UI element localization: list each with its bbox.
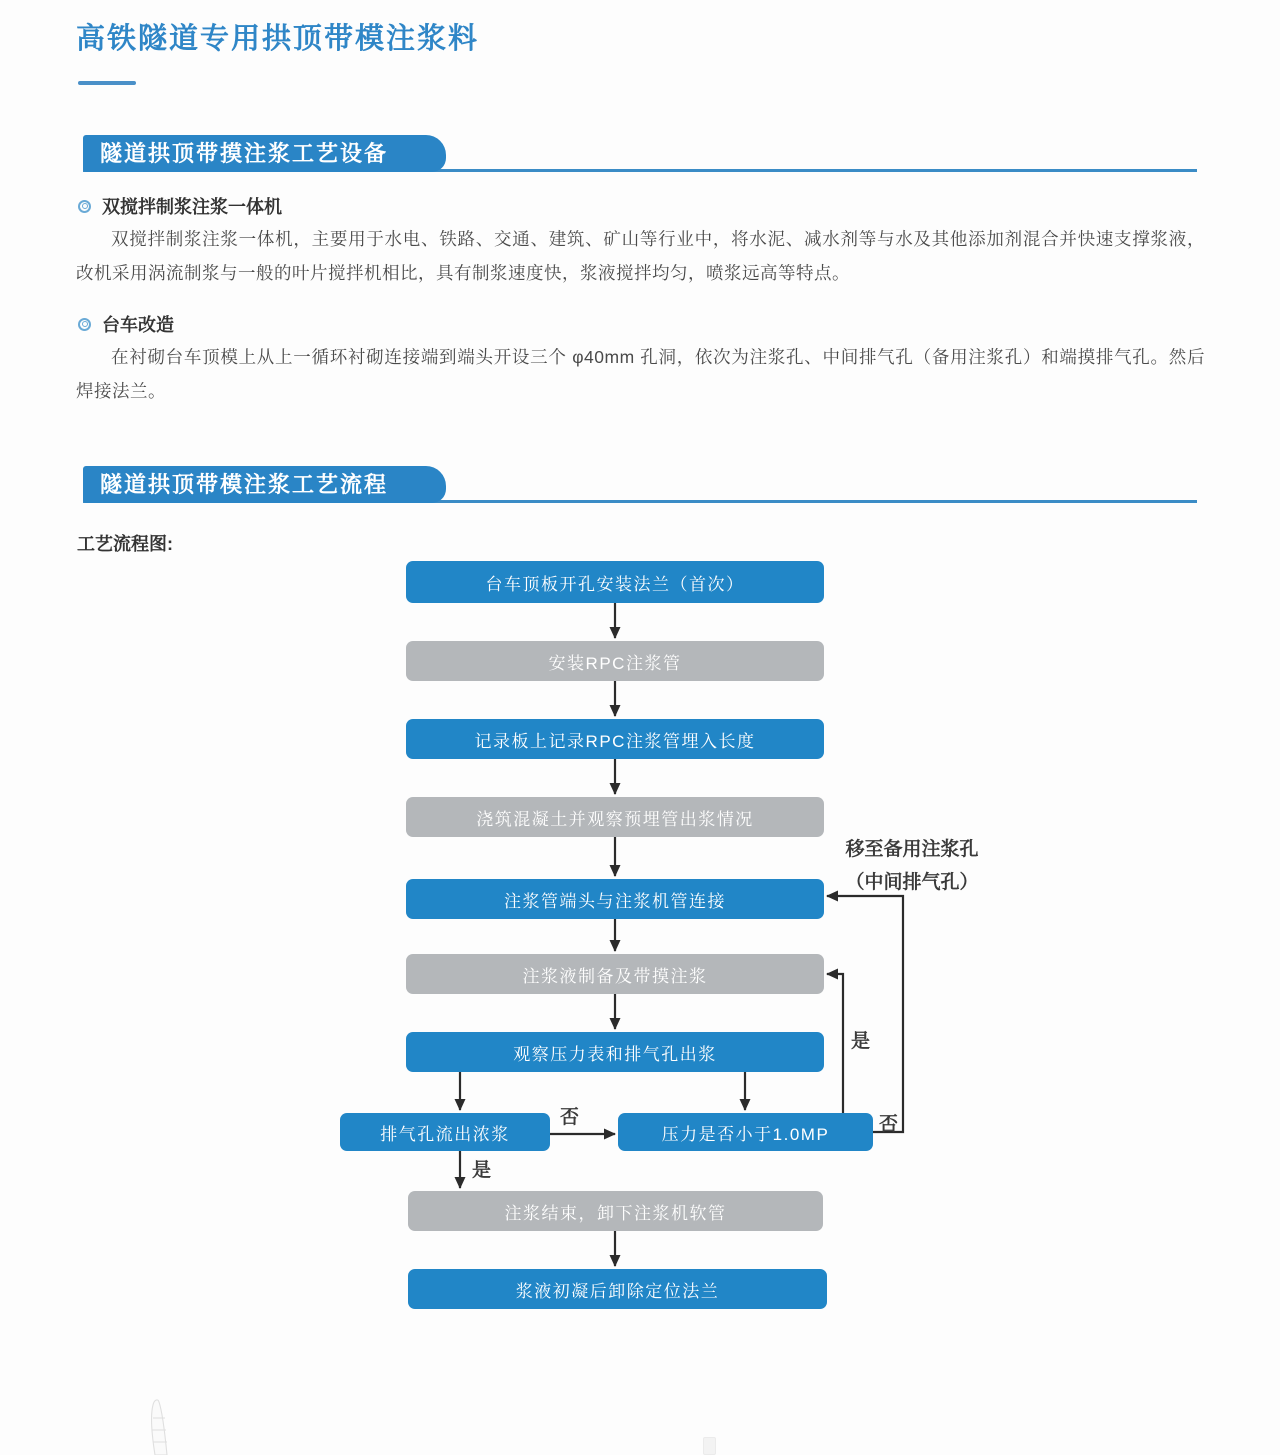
flow-node-observe-pressure: 观察压力表和排气孔出浆	[406, 1032, 824, 1072]
section-header-equipment	[83, 135, 1197, 172]
flow-node-finish-remove-hose: 注浆结束，卸下注浆机软管	[408, 1191, 823, 1231]
flow-node-prepare-grout: 注浆液制备及带摸注浆	[406, 954, 824, 994]
label-vent-no: 否	[560, 1107, 580, 1128]
annotation-backup-hole-line1: 移至备用注浆孔	[845, 839, 979, 860]
flow-node-pressure-check: 压力是否小于1.0MP	[618, 1113, 873, 1151]
flow-node-install-rpc-pipe: 安装RPC注浆管	[406, 641, 824, 681]
section-banner-equipment: 隧道拱顶带摸注浆工艺设备	[83, 135, 446, 172]
page-title: 高铁隧道专用拱顶带模注浆料	[76, 23, 480, 55]
bullet-ring-icon	[78, 318, 91, 331]
flow-node-drill-flange: 台车顶板开孔安装法兰（首次）	[406, 561, 824, 603]
annotation-backup-hole-line2: （中间排气孔）	[845, 872, 979, 893]
flow-node-record-length: 记录板上记录RPC注浆管埋入长度	[406, 719, 824, 759]
item-heading-text: 台车改造	[102, 315, 174, 336]
title-underline	[78, 81, 136, 85]
flow-node-pour-concrete: 浇筑混凝土并观察预埋管出浆情况	[406, 797, 824, 837]
label-pressure-yes: 是	[851, 1031, 871, 1052]
label-pressure-no: 否	[879, 1114, 899, 1135]
equipment-item-1-body: 双搅拌制浆注浆一体机，主要用于水电、铁路、交通、建筑、矿山等行业中，将水泥、减水剂等与水及其他添加剂混合并快速支撑浆液，改机采用涡流制浆与一般的叶片搅拌机相比，具有制浆速度快，浆液搅拌均匀，喷浆远高等特点。	[76, 229, 1205, 283]
watermark-tower-icon	[138, 1396, 184, 1455]
flow-node-connect-machine: 注浆管端头与注浆机管连接	[406, 879, 824, 919]
bullet-ring-icon	[78, 200, 91, 213]
flow-node-remove-flange: 浆液初凝后卸除定位法兰	[408, 1269, 827, 1309]
equipment-item-1-heading	[78, 193, 1280, 219]
label-vent-yes: 是	[472, 1160, 492, 1181]
equipment-item-2-body: 在衬砌台车顶模上从上一循环衬砌连接端到端头开设三个 φ40mm 孔洞，依次为注浆孔、中间排气孔（备用注浆孔）和端摸排气孔。然后焊接法兰。	[76, 347, 1205, 401]
section-header-process	[83, 466, 1197, 503]
equipment-item-2-heading	[78, 311, 1280, 337]
figure-label: 工艺流程图:	[77, 534, 173, 555]
flow-edges	[0, 546, 1280, 1455]
process-flowchart	[0, 546, 1280, 1455]
section-banner-process: 隧道拱顶带模注浆工艺流程	[83, 466, 446, 503]
item-heading-text: 双搅拌制浆注浆一体机	[102, 197, 282, 217]
watermark-smudge	[703, 1437, 716, 1455]
flow-node-vent-thick-grout: 排气孔流出浓浆	[340, 1113, 550, 1151]
